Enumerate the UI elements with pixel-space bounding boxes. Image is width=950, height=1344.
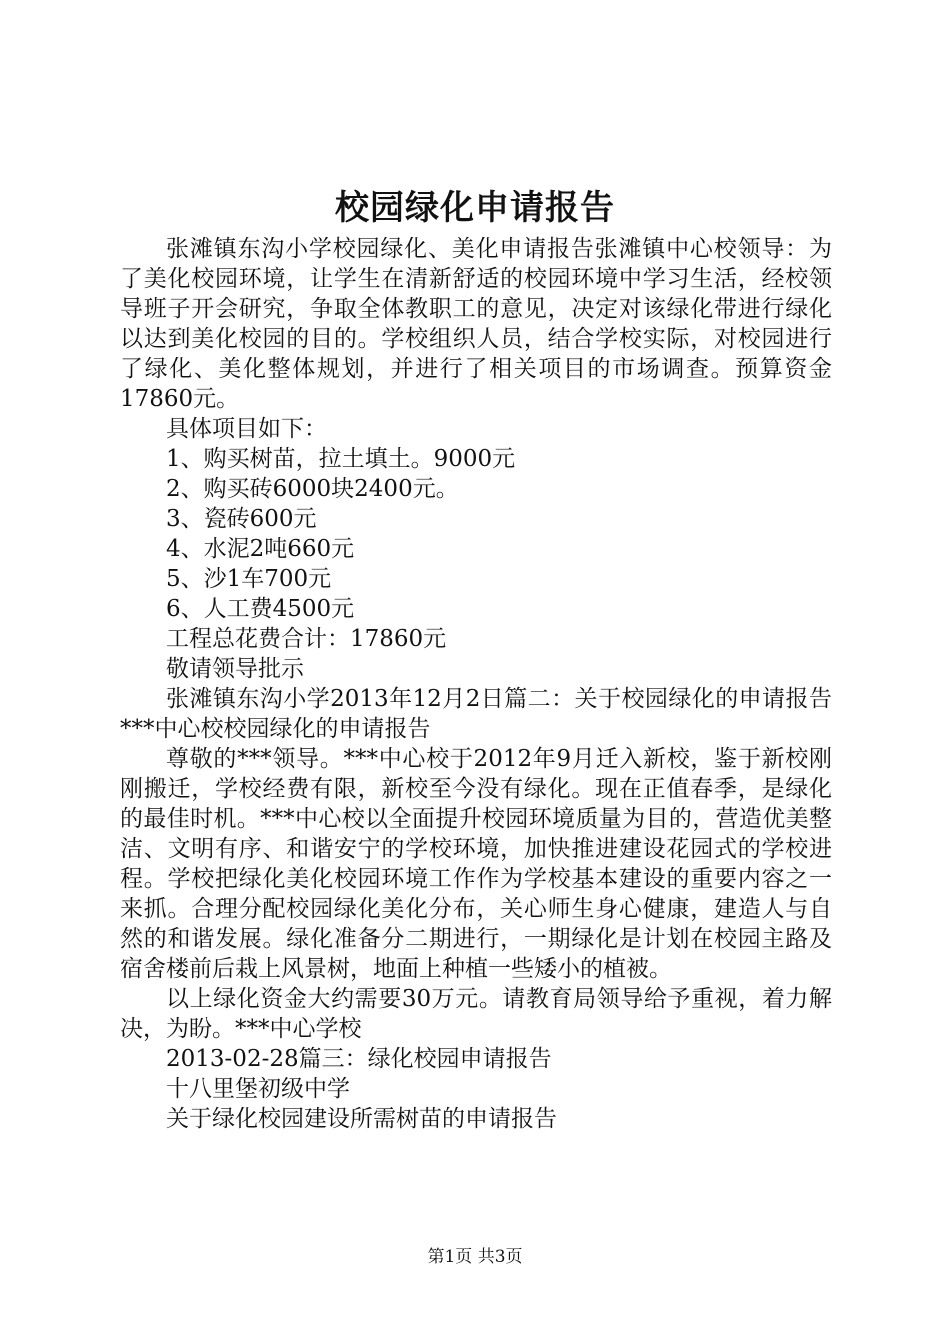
list-item-5: 5、沙1车700元: [166, 566, 332, 592]
document-title: 校园绿化申请报告: [335, 188, 615, 228]
document-body: [120, 234, 832, 1134]
paragraph-part2-closing: 以上绿化资金大约需要30万元。请教育局领导给予重视，着力解决，为盼。***中心学校: [120, 986, 832, 1042]
list-item-6: 6、人工费4500元: [166, 596, 355, 622]
paragraph-part3-heading: 2013-02-28篇三：绿化校园申请报告: [166, 1046, 552, 1072]
paragraph-request: 敬请领导批示: [166, 656, 304, 682]
list-item-4: 4、水泥2吨660元: [166, 536, 355, 562]
paragraph-total: 工程总花费合计：17860元: [166, 626, 447, 652]
paragraph-signature-part2: 张滩镇东沟小学2013年12月2日篇二：关于校园绿化的申请报告***中心校校园绿化的申请报告: [120, 686, 832, 742]
list-item-3: 3、瓷砖600元: [166, 506, 317, 532]
paragraph-school-name: 十八里堡初级中学: [166, 1076, 350, 1102]
list-item-2: 2、购买砖6000块2400元。: [166, 476, 459, 502]
paragraph-intro: 张滩镇东沟小学校园绿化、美化申请报告张滩镇中心校领导：为了美化校园环境，让学生在清新舒适的校园环境中学习生活，经校领导班子开会研究，争取全体教职工的意见，决定对该绿化带进行绿化以达到美化校园的目的。学校组织人员，结合学校实际，对校园进行了绿化、美化整体规划，并进行了相关项目的市场调查。预算资金17860元。: [120, 236, 832, 412]
paragraph-part2-body: 尊敬的***领导。***中心校于2012年9月迁入新校，鉴于新校刚刚搬迁，学校经费有限，新校至今没有绿化。现在正值春季，是绿化的最佳时机。***中心校以全面提升校园环境质量为目的，营造优美整洁、文明有序、和谐安宁的学校环境，加快推进建设花园式的学校进程。学校把绿化美化校园环境工作作为学校基本建设的重要内容之一来抓。合理分配校园绿化美化分布，关心师生身心健康，建造人与自然的和谐发展。绿化准备分二期进行，一期绿化是计划在校园主路及宿舍楼前后栽上风景树，地面上种植一些矮小的植被。: [120, 746, 832, 982]
paragraph-part3-title: 关于绿化校园建设所需树苗的申请报告: [166, 1106, 557, 1132]
list-item-1: 1、购买树苗，拉土填土。9000元: [166, 446, 516, 472]
paragraph-items-heading: 具体项目如下：: [166, 416, 327, 442]
page-number-footer: 第1页 共3页: [427, 1247, 523, 1267]
